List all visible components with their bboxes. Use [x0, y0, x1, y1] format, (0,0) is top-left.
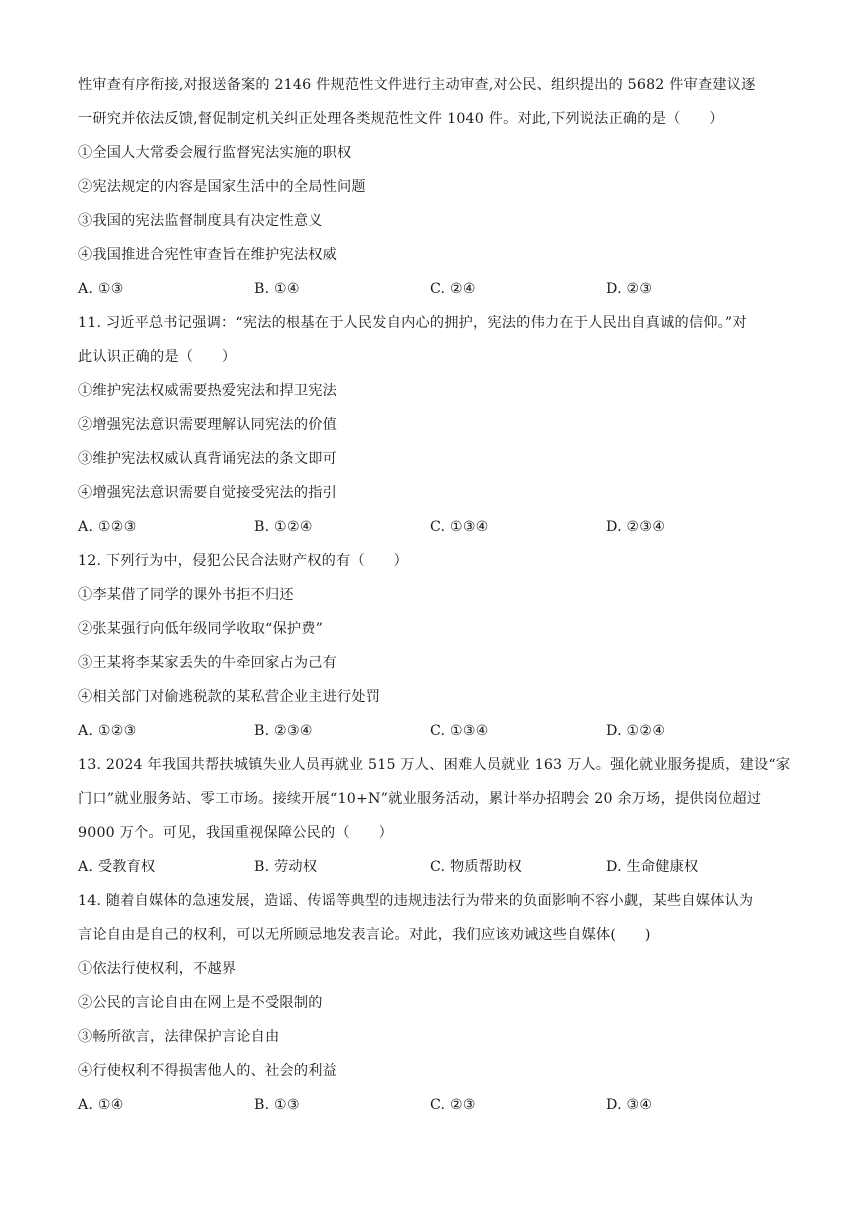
statement-1: ①维护宪法权威需要热爱宪法和捍卫宪法: [78, 383, 337, 399]
question-stem-line: 此认识正确的是（ ）: [78, 349, 237, 365]
statement-3: ③我国的宪法监督制度具有决定性意义: [78, 213, 323, 229]
statement-4: ④增强宪法意识需要自觉接受宪法的指引: [78, 485, 337, 501]
statement-4: ④我国推进合宪性审查旨在维护宪法权威: [78, 247, 337, 263]
question-stem-line: 门口”就业服务站、零工市场。接续开展“10+N”就业服务活动，累计举办招聘会 20 余万场，提供岗位超过: [78, 791, 762, 807]
statement-3: ③维护宪法权威认真背诵宪法的条文即可: [78, 451, 337, 467]
option-d: D. ②③: [606, 281, 653, 297]
option-a: A. ①②③: [78, 519, 137, 535]
option-a: A. 受教育权: [78, 859, 156, 875]
option-a: A. ①②③: [78, 723, 137, 739]
statement-4: ④相关部门对偷逃税款的某私营企业主进行处罚: [78, 689, 381, 705]
statement-1: ①全国人大常委会履行监督宪法实施的职权: [78, 145, 352, 161]
option-d: D. ③④: [606, 1097, 653, 1113]
option-c: C. 物质帮助权: [430, 859, 522, 875]
question-stem-line: 12. 下列行为中，侵犯公民合法财产权的有（ ）: [78, 553, 409, 569]
option-b: B. ②③④: [254, 723, 313, 739]
statement-2: ②张某强行向低年级同学收取“保护费”: [78, 621, 324, 637]
option-b: B. ①③: [254, 1097, 300, 1113]
question-stem-line: 言论自由是自己的权利，可以无所顾忌地发表言论。对此，我们应该劝诫这些自媒体( ): [78, 927, 651, 943]
statement-3: ③王某将李某家丢失的牛牵回家占为己有: [78, 655, 337, 671]
answer-options: [78, 272, 788, 306]
option-c: C. ②④: [430, 281, 476, 297]
answer-options: [78, 1088, 788, 1122]
question-stem-line: 13. 2024 年我国共帮扶城镇失业人员再就业 515 万人、困难人员就业 163 万人。强化就业服务提质，建设“家: [78, 757, 791, 773]
option-a: A. ①③: [78, 281, 124, 297]
question-stem-line: 一研究并依法反馈,督促制定机关纠正处理各类规范性文件 1040 件。对此,下列说法正确的是（ ）: [78, 111, 724, 127]
statement-2: ②公民的言论自由在网上是不受限制的: [78, 995, 323, 1011]
option-d: D. ②③④: [606, 519, 666, 535]
answer-options: [78, 850, 788, 884]
question-stem-line: 9000 万个。可见，我国重视保障公民的（ ）: [78, 825, 393, 841]
statement-3: ③畅所欲言，法律保护言论自由: [78, 1029, 280, 1045]
option-b: B. ①②④: [254, 519, 313, 535]
question-11: [78, 306, 788, 544]
option-b: B. 劳动权: [254, 859, 318, 875]
question-stem-line: 性审查有序衔接,对报送备案的 2146 件规范性文件进行主动审查,对公民、组织提出的 5682 件审查建议逐: [78, 77, 756, 93]
option-b: B. ①④: [254, 281, 300, 297]
question-10: [78, 68, 788, 306]
answer-options: [78, 714, 788, 748]
exam-page: [78, 68, 791, 1122]
question-14: [78, 884, 788, 1122]
statement-2: ②增强宪法意识需要理解认同宪法的价值: [78, 417, 337, 433]
option-d: D. ①②④: [606, 723, 666, 739]
option-a: A. ①④: [78, 1097, 124, 1113]
question-12: [78, 544, 788, 748]
statement-4: ④行使权利不得损害他人的、社会的利益: [78, 1063, 337, 1079]
statement-1: ①依法行使权利，不越界: [78, 961, 237, 977]
statement-1: ①李某借了同学的课外书拒不归还: [78, 587, 294, 603]
option-c: C. ①③④: [430, 723, 489, 739]
statement-2: ②宪法规定的内容是国家生活中的全局性问题: [78, 179, 366, 195]
option-d: D. 生命健康权: [606, 859, 699, 875]
option-c: C. ②③: [430, 1097, 476, 1113]
option-c: C. ①③④: [430, 519, 489, 535]
question-stem-line: 11. 习近平总书记强调：“宪法的根基在于人民发自内心的拥护，宪法的伟力在于人民出自真诚的信仰。”对: [78, 315, 747, 331]
question-stem-line: 14. 随着自媒体的急速发展，造谣、传谣等典型的违规违法行为带来的负面影响不容小觑，某些自媒体认为: [78, 893, 754, 909]
answer-options: [78, 510, 788, 544]
question-13: [78, 748, 791, 884]
